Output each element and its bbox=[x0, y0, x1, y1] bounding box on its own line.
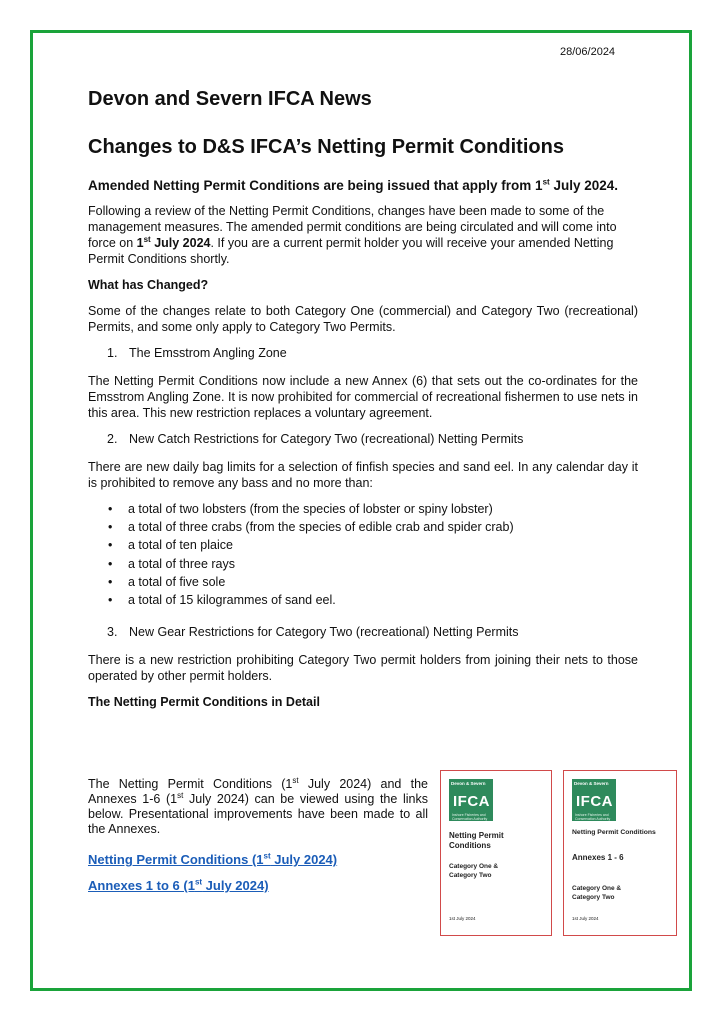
list-item: • a total of three crabs (from the species of edible crab and spider crab) bbox=[128, 519, 638, 535]
numbered-item-3: 3. New Gear Restrictions for Category Two (recreational) Netting Permits bbox=[107, 625, 519, 640]
bag-limit-list bbox=[88, 501, 638, 608]
intro-paragraph: Following a review of the Netting Permit Conditions, changes have been made to some of the management measures. The amended permit conditions are being circulated and will come into force on 1st July 2024. If you are a current permit holder you will receive your amended Netting Permit Conditions shortly. bbox=[88, 204, 617, 266]
item-2-text: There are new daily bag limits for a selection of finfish species and sand eel. In any calendar day it is prohibited to remove any bass and no more than: bbox=[88, 460, 638, 490]
what-changed-text: Some of the changes relate to both Category One (commercial) and Category Two (recreational) Permits, and some only apply to Category Two Permits. bbox=[88, 304, 638, 334]
detail-paragraph: The Netting Permit Conditions (1st July 2024) and the Annexes 1-6 (1st July 2024) can be viewed using the links below. Presentational improvements have been made to all the Annexes. Netting Permit Conditions (1st July 2024) Annexes 1 to 6 (1st July 2024) bbox=[88, 775, 428, 893]
list-item: • a total of ten plaice bbox=[128, 537, 638, 553]
list-item: • a total of five sole bbox=[128, 574, 638, 590]
ifca-logo: Devon & Severn IFCA Inshore Fisheries and Conservation Authority bbox=[572, 779, 616, 821]
list-item: • a total of 15 kilogrammes of sand eel. bbox=[128, 592, 638, 608]
lead-paragraph: Amended Netting Permit Conditions are being issued that apply from 1st July 2024. bbox=[88, 177, 618, 193]
cover-title: Netting Permit Conditions bbox=[449, 831, 504, 850]
permit-conditions-cover-thumbnail bbox=[440, 770, 552, 936]
item-1-text: The Netting Permit Conditions now include a new Annex (6) that sets out the co-ordinates for the Emsstrom Angling Zone. It is now prohibited for commercial of recreational fishermen to use nets in this area. This new restriction replaces a voluntary agreement. bbox=[88, 374, 638, 420]
article-body bbox=[88, 177, 638, 720]
cover-title: Netting Permit Conditions bbox=[572, 829, 656, 836]
item-3-text: There is a new restriction prohibiting Category Two permit holders from joining their nets to those operated by other permit holders. bbox=[88, 653, 638, 684]
ifca-logo: Devon & Severn IFCA Inshore Fisheries and Conservation Authority bbox=[449, 779, 493, 821]
numbered-item-2: 2. New Catch Restrictions for Category Two (recreational) Netting Permits bbox=[107, 432, 524, 446]
list-item: • a total of two lobsters (from the species of lobster or spiny lobster) bbox=[128, 501, 638, 517]
netting-permit-conditions-link[interactable]: Netting Permit Conditions (1st July 2024) bbox=[88, 851, 338, 867]
cover-date: 1st July 2024 bbox=[572, 916, 599, 921]
annexes-cover-thumbnail bbox=[563, 770, 677, 936]
cover-subtitle: Category One & Category Two bbox=[572, 885, 622, 901]
cover-annex-label: Annexes 1 - 6 bbox=[572, 853, 624, 862]
annexes-link[interactable]: Annexes 1 to 6 (1st July 2024) bbox=[88, 877, 269, 893]
newsletter-title: Devon and Severn IFCA News bbox=[88, 88, 372, 110]
numbered-item-1: 1. The Emsstrom Angling Zone bbox=[107, 346, 287, 360]
publish-date: 28/06/2024 bbox=[560, 46, 616, 58]
list-item: • a total of three rays bbox=[128, 556, 638, 572]
detail-heading: The Netting Permit Conditions in Detail bbox=[88, 695, 320, 710]
article-title: Changes to D&S IFCA’s Netting Permit Conditions bbox=[88, 136, 564, 158]
what-changed-heading: What has Changed? bbox=[88, 278, 209, 292]
cover-date: 1st July 2024 bbox=[449, 916, 476, 921]
cover-subtitle: Category One & Category Two bbox=[449, 863, 499, 879]
